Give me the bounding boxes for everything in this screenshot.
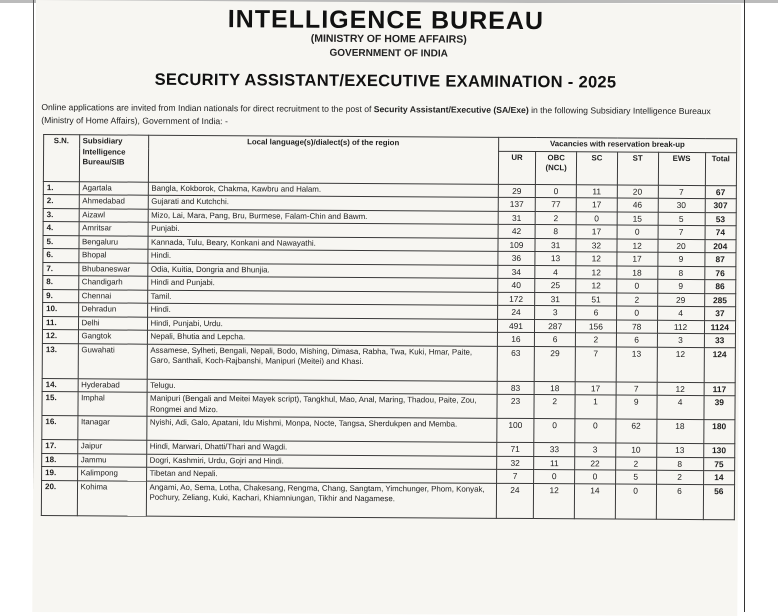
sn-cell: 5. bbox=[43, 235, 79, 249]
sib-cell: Bengaluru bbox=[79, 235, 148, 249]
ur-cell: 63 bbox=[497, 346, 535, 381]
language-cell: Hindi, Punjabi, Urdu. bbox=[147, 317, 497, 333]
obc-cell: 33 bbox=[534, 443, 575, 457]
obc-cell: 287 bbox=[535, 319, 576, 333]
ur-cell: 137 bbox=[498, 197, 536, 211]
obc-cell: 4 bbox=[535, 265, 576, 279]
ur-cell: 491 bbox=[497, 319, 535, 333]
sc-cell: 156 bbox=[575, 319, 616, 333]
total-cell: 87 bbox=[704, 253, 736, 267]
header-sn: S.N. bbox=[43, 135, 79, 182]
st-cell: 78 bbox=[616, 320, 657, 334]
st-cell: 0 bbox=[617, 225, 658, 239]
ministry-subtitle: (MINISTRY OF HOME AFFAIRS) bbox=[310, 32, 467, 46]
language-cell: Hindi and Punjabi. bbox=[147, 276, 497, 292]
header-language: Local language(s)/dialect(s) of the region bbox=[148, 135, 498, 184]
total-cell: 86 bbox=[704, 280, 736, 294]
sn-cell: 20. bbox=[41, 480, 77, 515]
total-cell: 67 bbox=[705, 185, 737, 199]
exam-title: SECURITY ASSISTANT/EXECUTIVE EXAMINATION - 2025 bbox=[154, 70, 617, 92]
ur-cell: 71 bbox=[496, 442, 534, 456]
sib-cell: Dehradun bbox=[78, 303, 147, 317]
sc-cell: 12 bbox=[576, 279, 617, 293]
st-cell: 0 bbox=[616, 306, 657, 320]
ews-cell: 29 bbox=[657, 293, 704, 307]
obc-cell: 0 bbox=[534, 470, 575, 484]
total-cell: 307 bbox=[705, 199, 737, 213]
ews-cell: 8 bbox=[656, 457, 703, 471]
header-sc: SC bbox=[576, 151, 617, 184]
obc-cell: 13 bbox=[535, 252, 576, 266]
ews-cell: 7 bbox=[658, 185, 705, 199]
language-cell: Angami, Ao, Sema, Lotha, Chakesang, Rengma, Chang, Sangtam, Yimchunger, Phom, Konyak, Pochury, Zeliang, Kuki, Kachari, Khiamniungan, Tikhir and Nagamese. bbox=[146, 481, 496, 518]
ur-cell: 172 bbox=[497, 292, 535, 306]
vacancy-table bbox=[41, 134, 737, 520]
ews-cell: 9 bbox=[657, 279, 704, 293]
government-subtitle: GOVERNMENT OF INDIA bbox=[329, 47, 448, 60]
sc-cell: 7 bbox=[575, 346, 616, 381]
sn-cell: 16. bbox=[42, 416, 78, 440]
obc-cell: 25 bbox=[535, 279, 576, 293]
sn-cell: 9. bbox=[43, 289, 79, 303]
sib-cell: Gangtok bbox=[78, 330, 147, 344]
sib-cell: Jaipur bbox=[77, 440, 146, 454]
total-cell: 285 bbox=[704, 293, 736, 307]
st-cell: 7 bbox=[616, 382, 657, 396]
total-cell: 33 bbox=[704, 334, 736, 348]
ews-cell: 4 bbox=[657, 306, 704, 320]
sc-cell: 17 bbox=[576, 198, 617, 212]
sc-cell: 14 bbox=[574, 483, 615, 518]
ews-cell: 7 bbox=[658, 225, 705, 239]
sib-cell: Imphal bbox=[77, 392, 146, 416]
sn-cell: 7. bbox=[43, 262, 79, 276]
ews-cell: 6 bbox=[656, 484, 703, 519]
ews-cell: 3 bbox=[657, 333, 704, 347]
language-cell: Dogri, Kashmiri, Urdu, Gojri and Hindi. bbox=[146, 454, 496, 470]
language-cell: Hindi. bbox=[147, 303, 497, 319]
sc-cell: 3 bbox=[575, 443, 616, 457]
header-total: Total bbox=[705, 152, 737, 185]
sc-cell: 22 bbox=[575, 456, 616, 470]
ur-cell: 24 bbox=[496, 483, 534, 518]
header-ews: EWS bbox=[658, 152, 705, 185]
st-cell: 18 bbox=[617, 266, 658, 280]
ews-cell: 12 bbox=[657, 347, 704, 382]
obc-cell: 0 bbox=[534, 419, 575, 443]
ews-cell: 9 bbox=[657, 252, 704, 266]
obc-cell: 3 bbox=[535, 306, 576, 320]
sc-cell: 0 bbox=[575, 419, 616, 443]
language-cell: Assamese, Sylheti, Bengali, Nepali, Bodo, Mishing, Dimasa, Rabha, Twa, Kuki, Hmar, Paite, Garo, Santhali, Koch-Rajbanshi, Manipuri (Meitei) and Khasi. bbox=[147, 344, 497, 381]
ews-cell: 5 bbox=[658, 212, 705, 226]
total-cell: 180 bbox=[703, 420, 735, 444]
obc-cell: 77 bbox=[535, 198, 576, 212]
total-cell: 39 bbox=[703, 396, 735, 420]
total-cell: 1124 bbox=[704, 320, 736, 334]
sn-cell: 8. bbox=[43, 276, 79, 290]
intro-text-after: in the following Subsidiary Intelligence Bureaux (Ministry of Home Affairs), Government of India: - bbox=[41, 105, 711, 127]
st-cell: 13 bbox=[616, 347, 657, 382]
obc-cell: 31 bbox=[535, 238, 576, 252]
intro-text-before: Online applications are invited from Indian nationals for direct recruitment to the post of bbox=[41, 102, 374, 115]
ews-cell: 2 bbox=[656, 470, 703, 484]
intro-paragraph bbox=[41, 101, 741, 131]
language-cell: Kannada, Tulu, Beary, Konkani and Nawayathi. bbox=[147, 236, 497, 252]
language-cell: Telugu. bbox=[147, 379, 497, 395]
ews-cell: 13 bbox=[656, 443, 703, 457]
sib-cell: Bhopal bbox=[78, 249, 147, 263]
ews-cell: 4 bbox=[656, 395, 703, 419]
language-cell: Punjabi. bbox=[148, 222, 498, 238]
total-cell: 75 bbox=[703, 457, 735, 471]
sn-cell: 12. bbox=[42, 330, 78, 344]
sib-cell: Amritsar bbox=[79, 222, 148, 236]
sn-cell: 4. bbox=[43, 222, 79, 236]
obc-cell: 0 bbox=[536, 184, 577, 198]
language-cell: Tamil. bbox=[147, 290, 497, 306]
st-cell: 20 bbox=[617, 185, 658, 199]
sn-cell: 1. bbox=[43, 181, 79, 195]
language-cell: Hindi. bbox=[147, 249, 497, 265]
obc-cell: 12 bbox=[534, 483, 575, 518]
ur-cell: 29 bbox=[498, 184, 536, 198]
sc-cell: 1 bbox=[575, 395, 616, 419]
sc-cell: 17 bbox=[576, 225, 617, 239]
obc-cell: 2 bbox=[534, 395, 575, 419]
header-st: ST bbox=[617, 152, 658, 185]
sn-cell: 17. bbox=[42, 440, 78, 454]
ews-cell: 18 bbox=[656, 419, 703, 443]
language-cell: Nepali, Bhutia and Lepcha. bbox=[147, 330, 497, 346]
language-cell: Manipuri (Bengali and Meitei Mayek script), Tangkhul, Mao, Anal, Maring, Thadou, Paite, Zou, Rongmei and Mizo. bbox=[146, 392, 496, 418]
ur-cell: 34 bbox=[497, 265, 535, 279]
total-cell: 117 bbox=[704, 382, 736, 396]
ur-cell: 31 bbox=[498, 211, 536, 225]
sn-cell: 10. bbox=[43, 303, 79, 317]
sib-cell: Jammu bbox=[77, 453, 146, 467]
ews-cell: 112 bbox=[657, 320, 704, 334]
sn-cell: 19. bbox=[42, 467, 78, 481]
sn-cell: 3. bbox=[43, 208, 79, 222]
sn-cell: 13. bbox=[42, 343, 78, 378]
st-cell: 46 bbox=[617, 198, 658, 212]
sc-cell: 51 bbox=[576, 292, 617, 306]
ur-cell: 32 bbox=[496, 456, 534, 470]
sc-cell: 12 bbox=[576, 252, 617, 266]
ews-cell: 30 bbox=[658, 198, 705, 212]
language-cell: Hindi, Marwari, Dhatti/Thari and Wagdi. bbox=[146, 440, 496, 456]
st-cell: 0 bbox=[616, 279, 657, 293]
sc-cell: 0 bbox=[575, 470, 616, 484]
sc-cell: 11 bbox=[576, 184, 617, 198]
st-cell: 6 bbox=[616, 333, 657, 347]
ur-cell: 23 bbox=[497, 394, 535, 418]
ews-cell: 12 bbox=[657, 382, 704, 396]
st-cell: 62 bbox=[616, 419, 657, 443]
sib-cell: Chennai bbox=[78, 289, 147, 303]
total-cell: 130 bbox=[703, 444, 735, 458]
obc-cell: 29 bbox=[534, 346, 575, 381]
language-cell: Bangla, Kokborok, Chakma, Kawbru and Halam. bbox=[148, 182, 498, 198]
sib-cell: Aizawl bbox=[79, 208, 148, 222]
ur-cell: 16 bbox=[497, 332, 535, 346]
obc-cell: 6 bbox=[535, 333, 576, 347]
st-cell: 5 bbox=[615, 470, 656, 484]
sib-cell: Agartala bbox=[79, 181, 148, 195]
sn-cell: 14. bbox=[42, 378, 78, 392]
ur-cell: 24 bbox=[497, 305, 535, 319]
notice-page bbox=[32, 0, 741, 616]
obc-cell: 31 bbox=[535, 292, 576, 306]
header-ur: UR bbox=[498, 151, 536, 184]
language-cell: Odia, Kuitia, Dongria and Bhunjia. bbox=[147, 263, 497, 279]
total-cell: 14 bbox=[703, 471, 735, 485]
sib-cell: Bhubaneswar bbox=[78, 262, 147, 276]
right-border-line bbox=[744, 0, 745, 612]
total-cell: 53 bbox=[705, 212, 737, 226]
header-sib: Subsidiary Intelligence Bureau/SIB bbox=[79, 135, 148, 182]
ur-cell: 7 bbox=[496, 469, 534, 483]
language-cell: Nyishi, Adi, Galo, Apatani, Idu Mishmi, Monpa, Nocte, Tangsa, Sherdukpen and Memba. bbox=[146, 416, 496, 442]
total-cell: 74 bbox=[705, 226, 737, 240]
sc-cell: 32 bbox=[576, 238, 617, 252]
st-cell: 0 bbox=[615, 484, 656, 519]
sib-cell: Hyderabad bbox=[78, 378, 147, 392]
sib-cell: Guwahati bbox=[78, 343, 147, 378]
ews-cell: 8 bbox=[657, 266, 704, 280]
sib-cell: Kohima bbox=[77, 480, 146, 515]
ur-cell: 83 bbox=[497, 381, 535, 395]
ur-cell: 40 bbox=[497, 278, 535, 292]
st-cell: 2 bbox=[615, 457, 656, 471]
table-row bbox=[41, 480, 734, 519]
ur-cell: 42 bbox=[498, 224, 536, 238]
intro-post-name: Security Assistant/Executive (SA/Exe) bbox=[373, 104, 529, 116]
sib-cell: Ahmedabad bbox=[79, 195, 148, 209]
st-cell: 12 bbox=[617, 239, 658, 253]
language-cell: Tibetan and Nepali. bbox=[146, 467, 496, 483]
total-cell: 76 bbox=[704, 266, 736, 280]
header-obc: OBC (NCL) bbox=[536, 151, 577, 184]
total-cell: 56 bbox=[703, 484, 735, 519]
total-cell: 124 bbox=[704, 347, 736, 382]
st-cell: 10 bbox=[615, 443, 656, 457]
sn-cell: 15. bbox=[42, 392, 78, 416]
st-cell: 9 bbox=[616, 395, 657, 419]
sib-cell: Chandigarh bbox=[78, 276, 147, 290]
sn-cell: 6. bbox=[43, 249, 79, 263]
sc-cell: 0 bbox=[576, 211, 617, 225]
page-title: INTELLIGENCE BUREAU bbox=[227, 5, 545, 36]
table-row bbox=[42, 343, 735, 382]
ews-cell: 20 bbox=[657, 239, 704, 253]
ur-cell: 36 bbox=[498, 251, 536, 265]
sc-cell: 17 bbox=[575, 381, 616, 395]
sib-cell: Itanagar bbox=[77, 416, 146, 440]
language-cell: Gujarati and Kutchchi. bbox=[148, 195, 498, 211]
sn-cell: 18. bbox=[42, 453, 78, 467]
obc-cell: 18 bbox=[534, 381, 575, 395]
ur-cell: 109 bbox=[498, 238, 536, 252]
ur-cell: 100 bbox=[496, 418, 534, 442]
total-cell: 37 bbox=[704, 307, 736, 321]
sn-cell: 2. bbox=[43, 195, 79, 209]
language-cell: Mizo, Lai, Mara, Pang, Bru, Burmese, Falam-Chin and Bawm. bbox=[148, 209, 498, 225]
sc-cell: 2 bbox=[575, 333, 616, 347]
obc-cell: 2 bbox=[535, 211, 576, 225]
sib-cell: Delhi bbox=[78, 316, 147, 330]
sc-cell: 6 bbox=[576, 306, 617, 320]
st-cell: 17 bbox=[617, 252, 658, 266]
sn-cell: 11. bbox=[42, 316, 78, 330]
vacancy-table-body bbox=[41, 181, 736, 519]
header-vacancies: Vacancies with reservation break-up bbox=[498, 137, 736, 152]
obc-cell: 8 bbox=[535, 225, 576, 239]
total-cell: 204 bbox=[705, 239, 737, 253]
obc-cell: 11 bbox=[534, 456, 575, 470]
st-cell: 15 bbox=[617, 212, 658, 226]
sc-cell: 12 bbox=[576, 265, 617, 279]
sib-cell: Kalimpong bbox=[77, 467, 146, 481]
st-cell: 2 bbox=[616, 293, 657, 307]
